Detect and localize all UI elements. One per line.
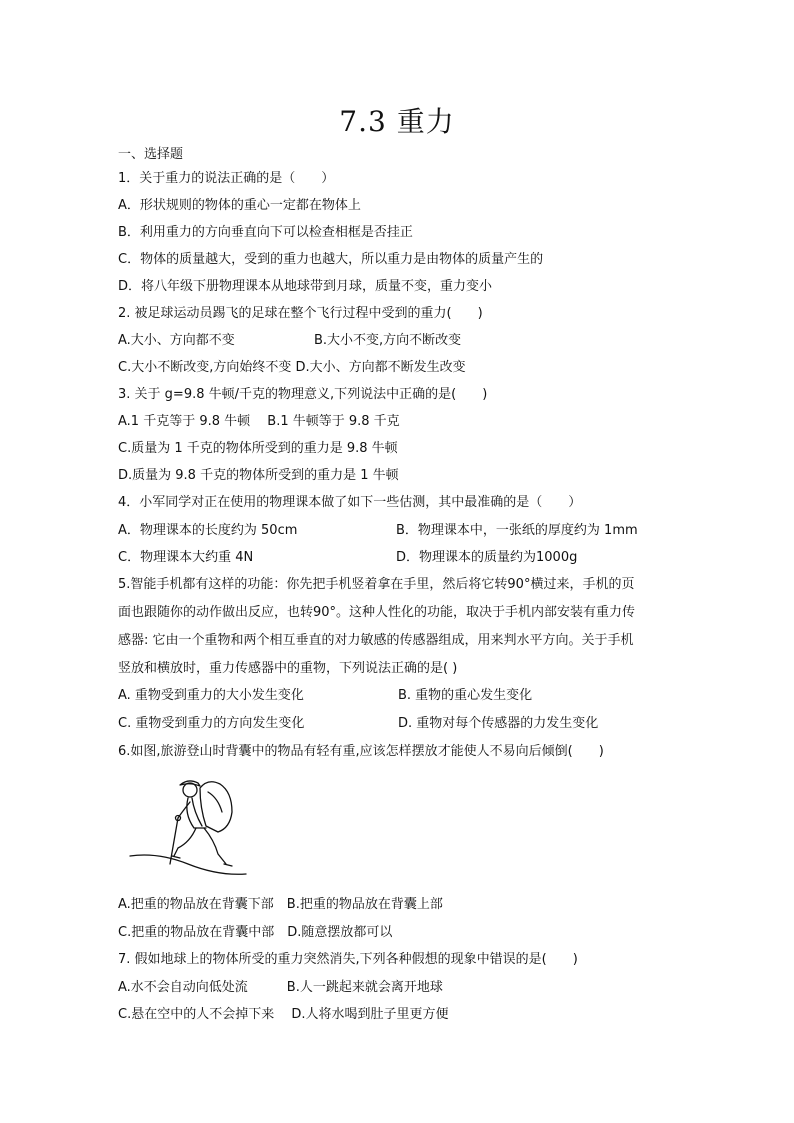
q7-option-cd: C.悬在空中的人不会掉下来 D.人将水喝到肚子里更方便 [118,1007,449,1022]
q1-option-d: D．将八年级下册物理课本从地球带到月球，质量不变，重力变小 [118,279,493,294]
q4-stem: 4．小军同学对正在使用的物理课本做了如下一些估测，其中最准确的是（ ） [118,495,582,510]
q3-option-d: D.质量为 9.8 千克的物体所受到的重力是 1 牛顿 [118,468,399,483]
q5-line-1: 5.智能手机都有这样的功能：你先把手机竖着拿在手里，然后将它转90°横过来，手机的页 [118,577,635,592]
q1-stem: 1．关于重力的说法正确的是（ ） [118,171,335,186]
q4-option-b: B．物理课本中，一张纸的厚度约为 1mm [396,523,638,538]
q7-option-ab: A.水不会自动向低处流 B.人一跳起来就会离开地球 [118,980,443,995]
q5-line-3: 感器: 它由一个重物和两个相互垂直的对力敏感的传感器组成，用来判水平方向。关于手机 [118,633,634,648]
backpack-icon [200,782,232,832]
q5-option-a: A. 重物受到重力的大小发生变化 [118,688,304,703]
q2-stem: 2. 被足球运动员踢飞的足球在整个飞行过程中受到的重力( ) [118,306,483,321]
q2-option-cd: C.大小不断改变,方向始终不变 D.大小、方向都不断发生改变 [118,360,466,375]
q4-option-c: C．物理课本大约重 4N [118,550,254,565]
q4-option-d: D．物理课本的质量约为1000g [396,550,578,565]
q1-option-b: B．利用重力的方向垂直向下可以检查相框是否挂正 [118,225,413,240]
section-heading: 一、选择题 [118,147,184,162]
q4-option-a: A．物理课本的长度约为 50cm [118,523,298,538]
q5-option-c: C. 重物受到重力的方向发生变化 [118,716,305,731]
page-title: 7.3 重力 [339,105,455,138]
q7-stem: 7. 假如地球上的物体所受的重力突然消失,下列各种假想的现象中错误的是( ) [118,952,578,967]
q5-line-2: 面也跟随你的动作做出反应，也转90°。这种人性化的功能，取决于手机内部安装有重力传 [118,605,636,620]
q5-option-d: D. 重物对每个传感器的力发生变化 [398,716,599,731]
q5-line-4: 竖放和横放时，重力传感器中的重物，下列说法正确的是( ) [118,661,458,676]
q6-stem: 6.如图,旅游登山时背囊中的物品有轻有重,应该怎样摆放才能使人不易向后倾倒( ) [118,744,604,759]
q5-option-b: B. 重物的重心发生变化 [398,688,533,703]
q6-option-ab: A.把重的物品放在背囊下部 B.把重的物品放在背囊上部 [118,897,443,912]
q1-option-c: C．物体的质量越大，受到的重力也越大，所以重力是由物体的质量产生的 [118,252,544,267]
q6-option-cd: C.把重的物品放在背囊中部 D.随意摆放都可以 [118,925,393,940]
q2-option-a: A.大小、方向都不变 [118,333,235,348]
q3-stem: 3. 关于 g=9.8 牛顿/千克的物理意义,下列说法中正确的是( ) [118,387,488,402]
q3-option-ab: A.1 千克等于 9.8 牛顿 B.1 牛顿等于 9.8 千克 [118,414,400,429]
q1-option-a: A．形状规则的物体的重心一定都在物体上 [118,198,361,213]
hiker-figure [128,768,248,878]
q2-option-b: B.大小不变,方向不断改变 [314,333,462,348]
q3-option-c: C.质量为 1 千克的物体所受到的重力是 9.8 牛顿 [118,441,398,456]
